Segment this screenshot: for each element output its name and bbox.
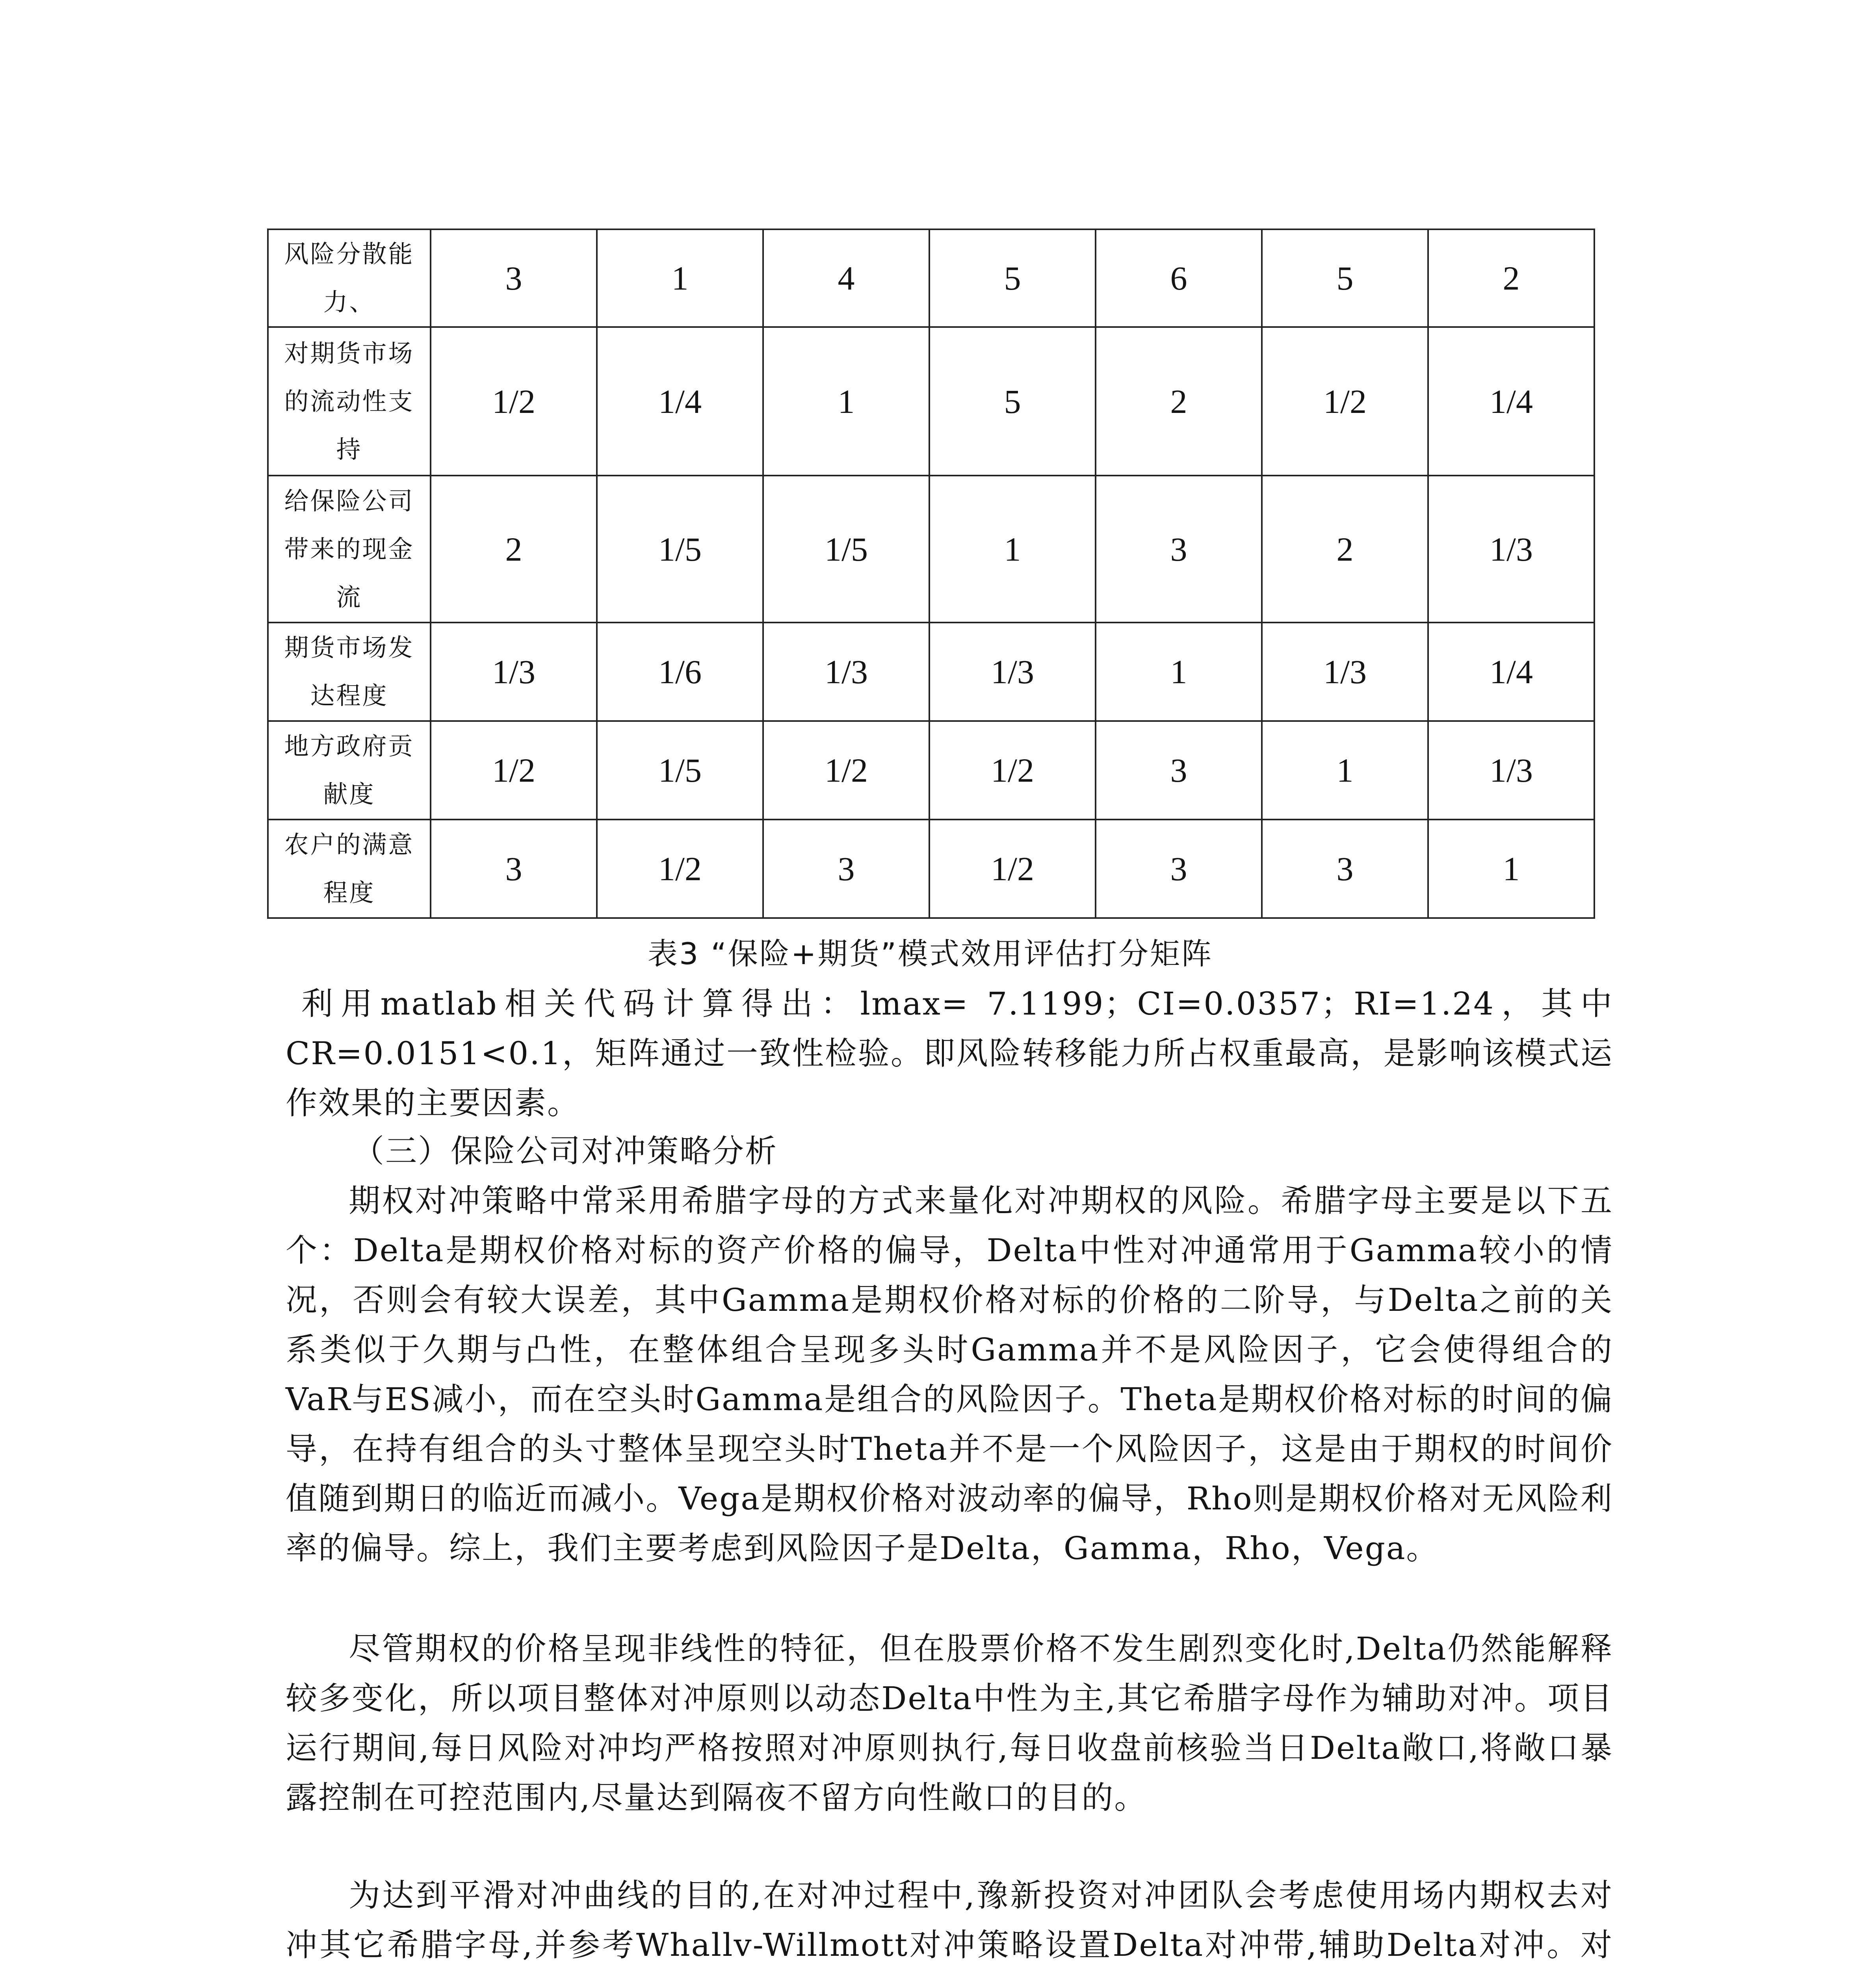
table-cell: 1/4 (1428, 327, 1594, 476)
row-label: 风险分散能力、 (268, 229, 431, 327)
table-cell: 5 (929, 327, 1096, 476)
table-cell: 3 (763, 820, 929, 918)
table-cell: 1/3 (1428, 476, 1594, 623)
table-cell: 1 (597, 229, 763, 327)
table-cell: 1/4 (1428, 623, 1594, 721)
table-cell: 5 (929, 229, 1096, 327)
section-heading: （三）保险公司对冲策略分析 (353, 1133, 778, 1169)
table-cell: 2 (1096, 327, 1262, 476)
table-cell: 1/5 (763, 476, 929, 623)
table-cell: 1/2 (597, 820, 763, 918)
table-cell: 6 (1096, 229, 1262, 327)
paragraph-delta-neutral: 尽管期权的价格呈现非线性的特征，但在股票价格不发生剧烈变化时,Delta仍然能解释较多变化，所以项目整体对冲原则以动态Delta中性为主,其它希腊字母作为辅助对冲。项目运行期间,每日风险对冲均严格按照对冲原则执行,每日收盘前核验当日Delta敞口,将敞口暴露控制在可控范围内,尽量达到隔夜不留方向性敞口的目的。 (286, 1630, 1613, 1816)
paragraph-consistency-result: 利用matlab相关代码计算得出：lmax= 7.1199；CI=0.0357；RI=1.24，其中CR=0.0151<0.1，矩阵通过一致性检验。即风险转移能力所占权重最高，是影响该模式运作效果的主要因素。 (286, 985, 1613, 1121)
row-label: 农户的满意程度 (268, 820, 431, 918)
table-row (268, 476, 1594, 623)
table-cell: 1/4 (597, 327, 763, 476)
paragraph-greeks-overview: 期权对冲策略中常采用希腊字母的方式来量化对冲期权的风险。希腊字母主要是以下五个：Delta是期权价格对标的资产价格的偏导，Delta中性对冲通常用于Gamma较小的情况，否则会有较大误差，其中Gamma是期权价格对标的价格的二阶导，与Delta之前的关系类似于久期与凸性，在整体组合呈现多头时Gamma并不是风险因子，它会使得组合的VaR与ES减小，而在空头时Gamma是组合的风险因子。Theta是期权价格对标的时间的偏导，在持有组合的头寸整体呈现空头时Theta并不是一个风险因子，这是由于期权的时间价值随到期日的临近而减小。Vega是期权价格对波动率的偏导，Rho则是期权价格对无风险利率的偏导。综上，我们主要考虑到风险因子是Delta，Gamma，Rho，Vega。 (286, 1182, 1613, 1567)
row-label: 地方政府贡献度 (268, 721, 431, 820)
table-cell: 3 (1262, 820, 1428, 918)
table-row (268, 820, 1594, 918)
table-cell: 1/2 (431, 721, 597, 820)
table-cell: 1/5 (597, 476, 763, 623)
table-cell: 3 (1096, 820, 1262, 918)
scoring-matrix-table (267, 229, 1595, 919)
table-row (268, 623, 1594, 721)
table-cell: 4 (763, 229, 929, 327)
table-cell: 1 (763, 327, 929, 476)
table-cell: 3 (431, 229, 597, 327)
table-cell: 3 (1096, 721, 1262, 820)
table-cell: 1/3 (763, 623, 929, 721)
table-cell: 1/2 (763, 721, 929, 820)
table-row (268, 327, 1594, 476)
table-cell: 1/3 (1262, 623, 1428, 721)
table-cell: 1 (1096, 623, 1262, 721)
table-cell: 3 (431, 820, 597, 918)
table-cell: 1/3 (929, 623, 1096, 721)
table-cell: 3 (1096, 476, 1262, 623)
table-caption: 表3 “保险+期货”模式效用评估打分矩阵 (648, 936, 1213, 971)
table-row (268, 229, 1594, 327)
table-cell: 1/6 (597, 623, 763, 721)
table-cell: 2 (1262, 476, 1428, 623)
row-label: 对期货市场的流动性支持 (268, 327, 431, 476)
table-cell: 1/2 (1262, 327, 1428, 476)
table-row (268, 721, 1594, 820)
table-cell: 1/2 (431, 327, 597, 476)
paragraph-hedging-band: 为达到平滑对冲曲线的目的,在对冲过程中,豫新投资对冲团队会考虑使用场内期权去对冲其它希腊字母,并参考Whallv-Willmott对冲策略设置Delta对冲带,辅助Delta对冲。对 (286, 1877, 1613, 1963)
table-cell: 1 (929, 476, 1096, 623)
table-cell: 1 (1428, 820, 1594, 918)
table-cell: 1/5 (597, 721, 763, 820)
table-cell: 1 (1262, 721, 1428, 820)
table-cell: 1/2 (929, 820, 1096, 918)
row-label: 期货市场发达程度 (268, 623, 431, 721)
table-cell: 1/3 (1428, 721, 1594, 820)
table-cell: 1/3 (431, 623, 597, 721)
table-cell: 2 (1428, 229, 1594, 327)
table-cell: 1/2 (929, 721, 1096, 820)
table-cell: 5 (1262, 229, 1428, 327)
table-cell: 2 (431, 476, 597, 623)
row-label: 给保险公司带来的现金流 (268, 476, 431, 623)
